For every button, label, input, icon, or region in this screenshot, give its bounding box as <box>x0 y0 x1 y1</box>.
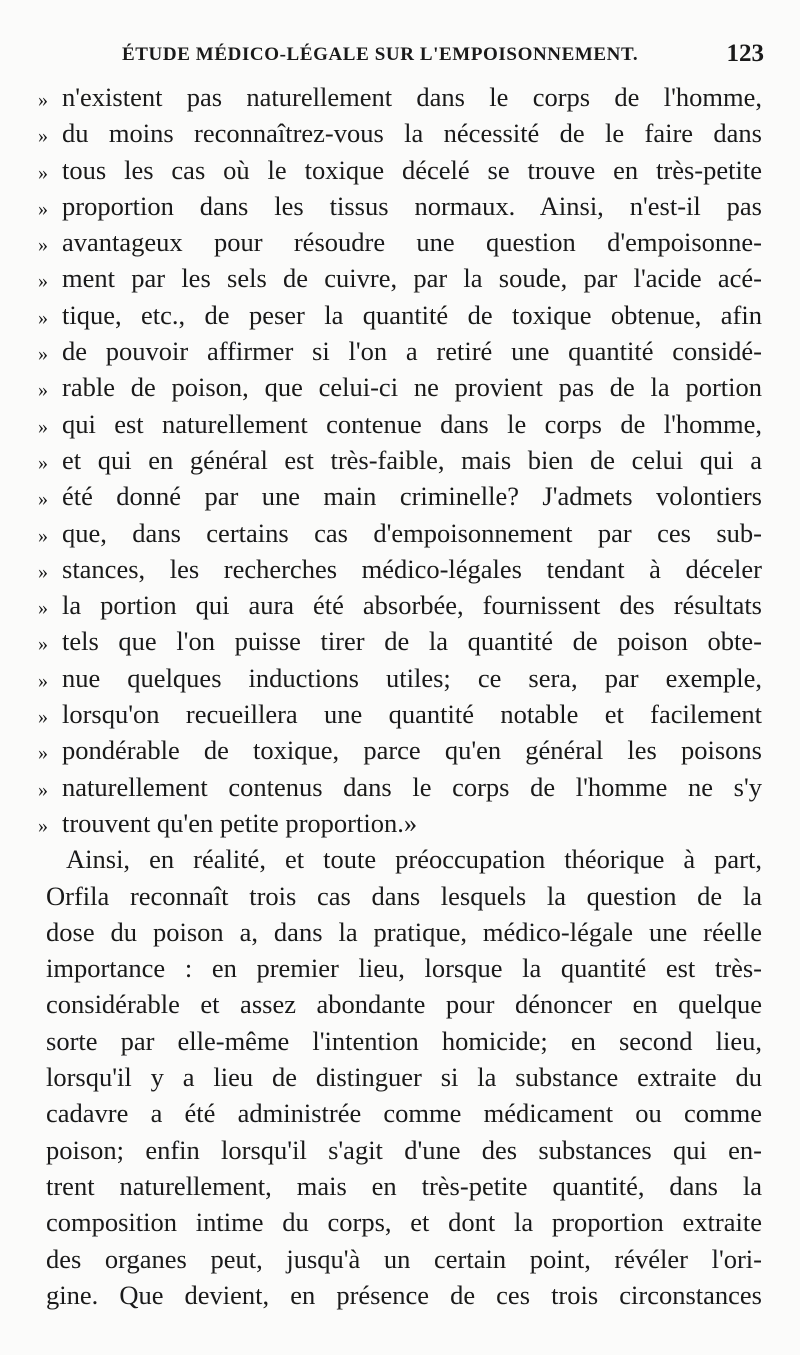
text-line <box>38 1026 762 1062</box>
line-text: nue quelques inductions utiles; ce sera, par exemple, <box>62 662 762 693</box>
text-line <box>38 881 762 917</box>
line-text: sorte par elle-même l'intention homicide; en second lieu, <box>46 1025 762 1056</box>
line-text: tous les cas où le toxique décelé se trouve en très-petite <box>62 154 762 185</box>
text-line <box>38 626 762 662</box>
text-line <box>38 445 762 481</box>
quote-mark: » <box>38 451 48 474</box>
line-text: du moins reconnaîtrez-vous la nécessité de le faire dans <box>62 118 762 149</box>
quote-mark: » <box>38 161 48 184</box>
quote-mark: » <box>38 89 48 111</box>
line-text: poison; enfin lorsqu'il s'agit d'une des substances qui en- <box>46 1134 762 1165</box>
line-text: stances, les recherches médico-légales tendant à déceler <box>62 553 762 584</box>
text-line <box>38 481 762 517</box>
text-line <box>38 1280 762 1316</box>
line-text: trouvent qu'en petite proportion.» <box>62 807 418 838</box>
text-line <box>38 844 762 880</box>
text-line <box>38 300 762 336</box>
quote-mark: » <box>38 778 48 801</box>
line-text: composition intime du corps, et dont la proportion extraite <box>46 1207 762 1238</box>
quote-mark: » <box>38 524 48 547</box>
line-text: des organes peut, jusqu'à un certain point, révéler l'ori- <box>46 1243 762 1274</box>
quote-mark: » <box>38 343 48 366</box>
text-line <box>38 227 762 263</box>
text-line <box>38 372 762 408</box>
line-text: trent naturellement, mais en très-petite quantité, dans la <box>46 1170 762 1201</box>
line-text: importance : en premier lieu, lorsque la quantité est très- <box>46 953 762 984</box>
line-text: été donné par une main criminelle? J'admets volontiers <box>62 481 762 512</box>
text-line <box>38 1244 762 1280</box>
quote-mark: » <box>38 234 48 257</box>
line-text: de pouvoir affirmer si l'on a retiré une quantité considé- <box>62 336 762 367</box>
line-text: Ainsi, en réalité, et toute préoccupation théorique à part, <box>66 844 762 875</box>
line-text: rable de poison, que celui-ci ne provient pas de la portion <box>62 372 762 403</box>
text-line <box>38 1062 762 1098</box>
line-text: tels que l'on puisse tirer de la quantité de poison obte- <box>62 626 762 657</box>
text-line <box>38 917 762 953</box>
line-text: lorsqu'on recueillera une quantité notable et facilement <box>62 699 762 730</box>
running-title: ÉTUDE MÉDICO-LÉGALE SUR L'EMPOISONNEMENT. <box>122 44 639 65</box>
text-line <box>38 735 762 771</box>
text-line <box>38 1098 762 1134</box>
text-line <box>38 989 762 1025</box>
line-text: lorsqu'il y a lieu de distinguer si la substance extraite du <box>46 1062 762 1093</box>
line-text: dose du poison a, dans la pratique, médico-légale une réelle <box>46 916 762 947</box>
quote-mark: » <box>38 125 48 148</box>
quote-mark: » <box>38 379 48 402</box>
line-text: la portion qui aura été absorbée, fournissent des résultats <box>62 590 762 621</box>
line-text: gine. Que devient, en présence de ces trois circonstances <box>46 1279 762 1310</box>
quote-mark: » <box>38 306 48 329</box>
line-text: naturellement contenus dans le corps de l'homme ne s'y <box>62 771 762 802</box>
body-text <box>38 82 762 1316</box>
text-line <box>38 155 762 191</box>
text-line <box>38 554 762 590</box>
page-number: 123 <box>726 40 764 67</box>
quote-mark: » <box>38 270 48 293</box>
line-text: tique, etc., de peser la quantité de toxique obtenue, afin <box>62 299 762 330</box>
text-line <box>38 1207 762 1243</box>
line-text: cadavre a été administrée comme médicament ou comme <box>46 1098 762 1129</box>
line-text: considérable et assez abondante pour dénoncer en quelque <box>46 989 762 1020</box>
text-line <box>38 118 762 154</box>
text-line <box>38 263 762 299</box>
text-line <box>38 699 762 735</box>
quote-mark: » <box>38 415 48 438</box>
text-line <box>38 518 762 554</box>
page-header <box>110 40 764 70</box>
text-line <box>38 191 762 227</box>
text-line <box>38 953 762 989</box>
line-text: qui est naturellement contenue dans le corps de l'homme, <box>62 408 762 439</box>
text-line <box>38 772 762 808</box>
quote-mark: » <box>38 597 48 620</box>
line-text: pondérable de toxique, parce qu'en général les poisons <box>62 735 762 766</box>
quote-mark: » <box>38 706 48 729</box>
line-text: avantageux pour résoudre une question d'empoisonne- <box>62 227 762 258</box>
text-line <box>38 663 762 699</box>
text-line <box>38 1171 762 1207</box>
line-text: proportion dans les tissus normaux. Ainsi, n'est-il pas <box>62 190 762 221</box>
line-text: que, dans certains cas d'empoisonnement par ces sub- <box>62 517 762 548</box>
text-line <box>38 336 762 372</box>
line-text: Orfila reconnaît trois cas dans lesquels la question de la <box>46 880 762 911</box>
quote-mark: » <box>38 633 48 656</box>
text-line <box>38 590 762 626</box>
line-text: et qui en général est très-faible, mais bien de celui qui a <box>62 444 762 475</box>
text-line <box>38 808 762 844</box>
quote-mark: » <box>38 669 48 692</box>
text-line <box>38 82 762 118</box>
quote-mark: » <box>38 742 48 765</box>
line-text: n'existent pas naturellement dans le corps de l'homme, <box>62 82 762 112</box>
text-line <box>38 409 762 445</box>
quote-mark: » <box>38 488 48 511</box>
line-text: ment par les sels de cuivre, par la soude, par l'acide acé- <box>62 263 762 294</box>
quote-mark: » <box>38 814 48 837</box>
quote-mark: » <box>38 197 48 220</box>
quote-mark: » <box>38 560 48 583</box>
text-line <box>38 1135 762 1171</box>
